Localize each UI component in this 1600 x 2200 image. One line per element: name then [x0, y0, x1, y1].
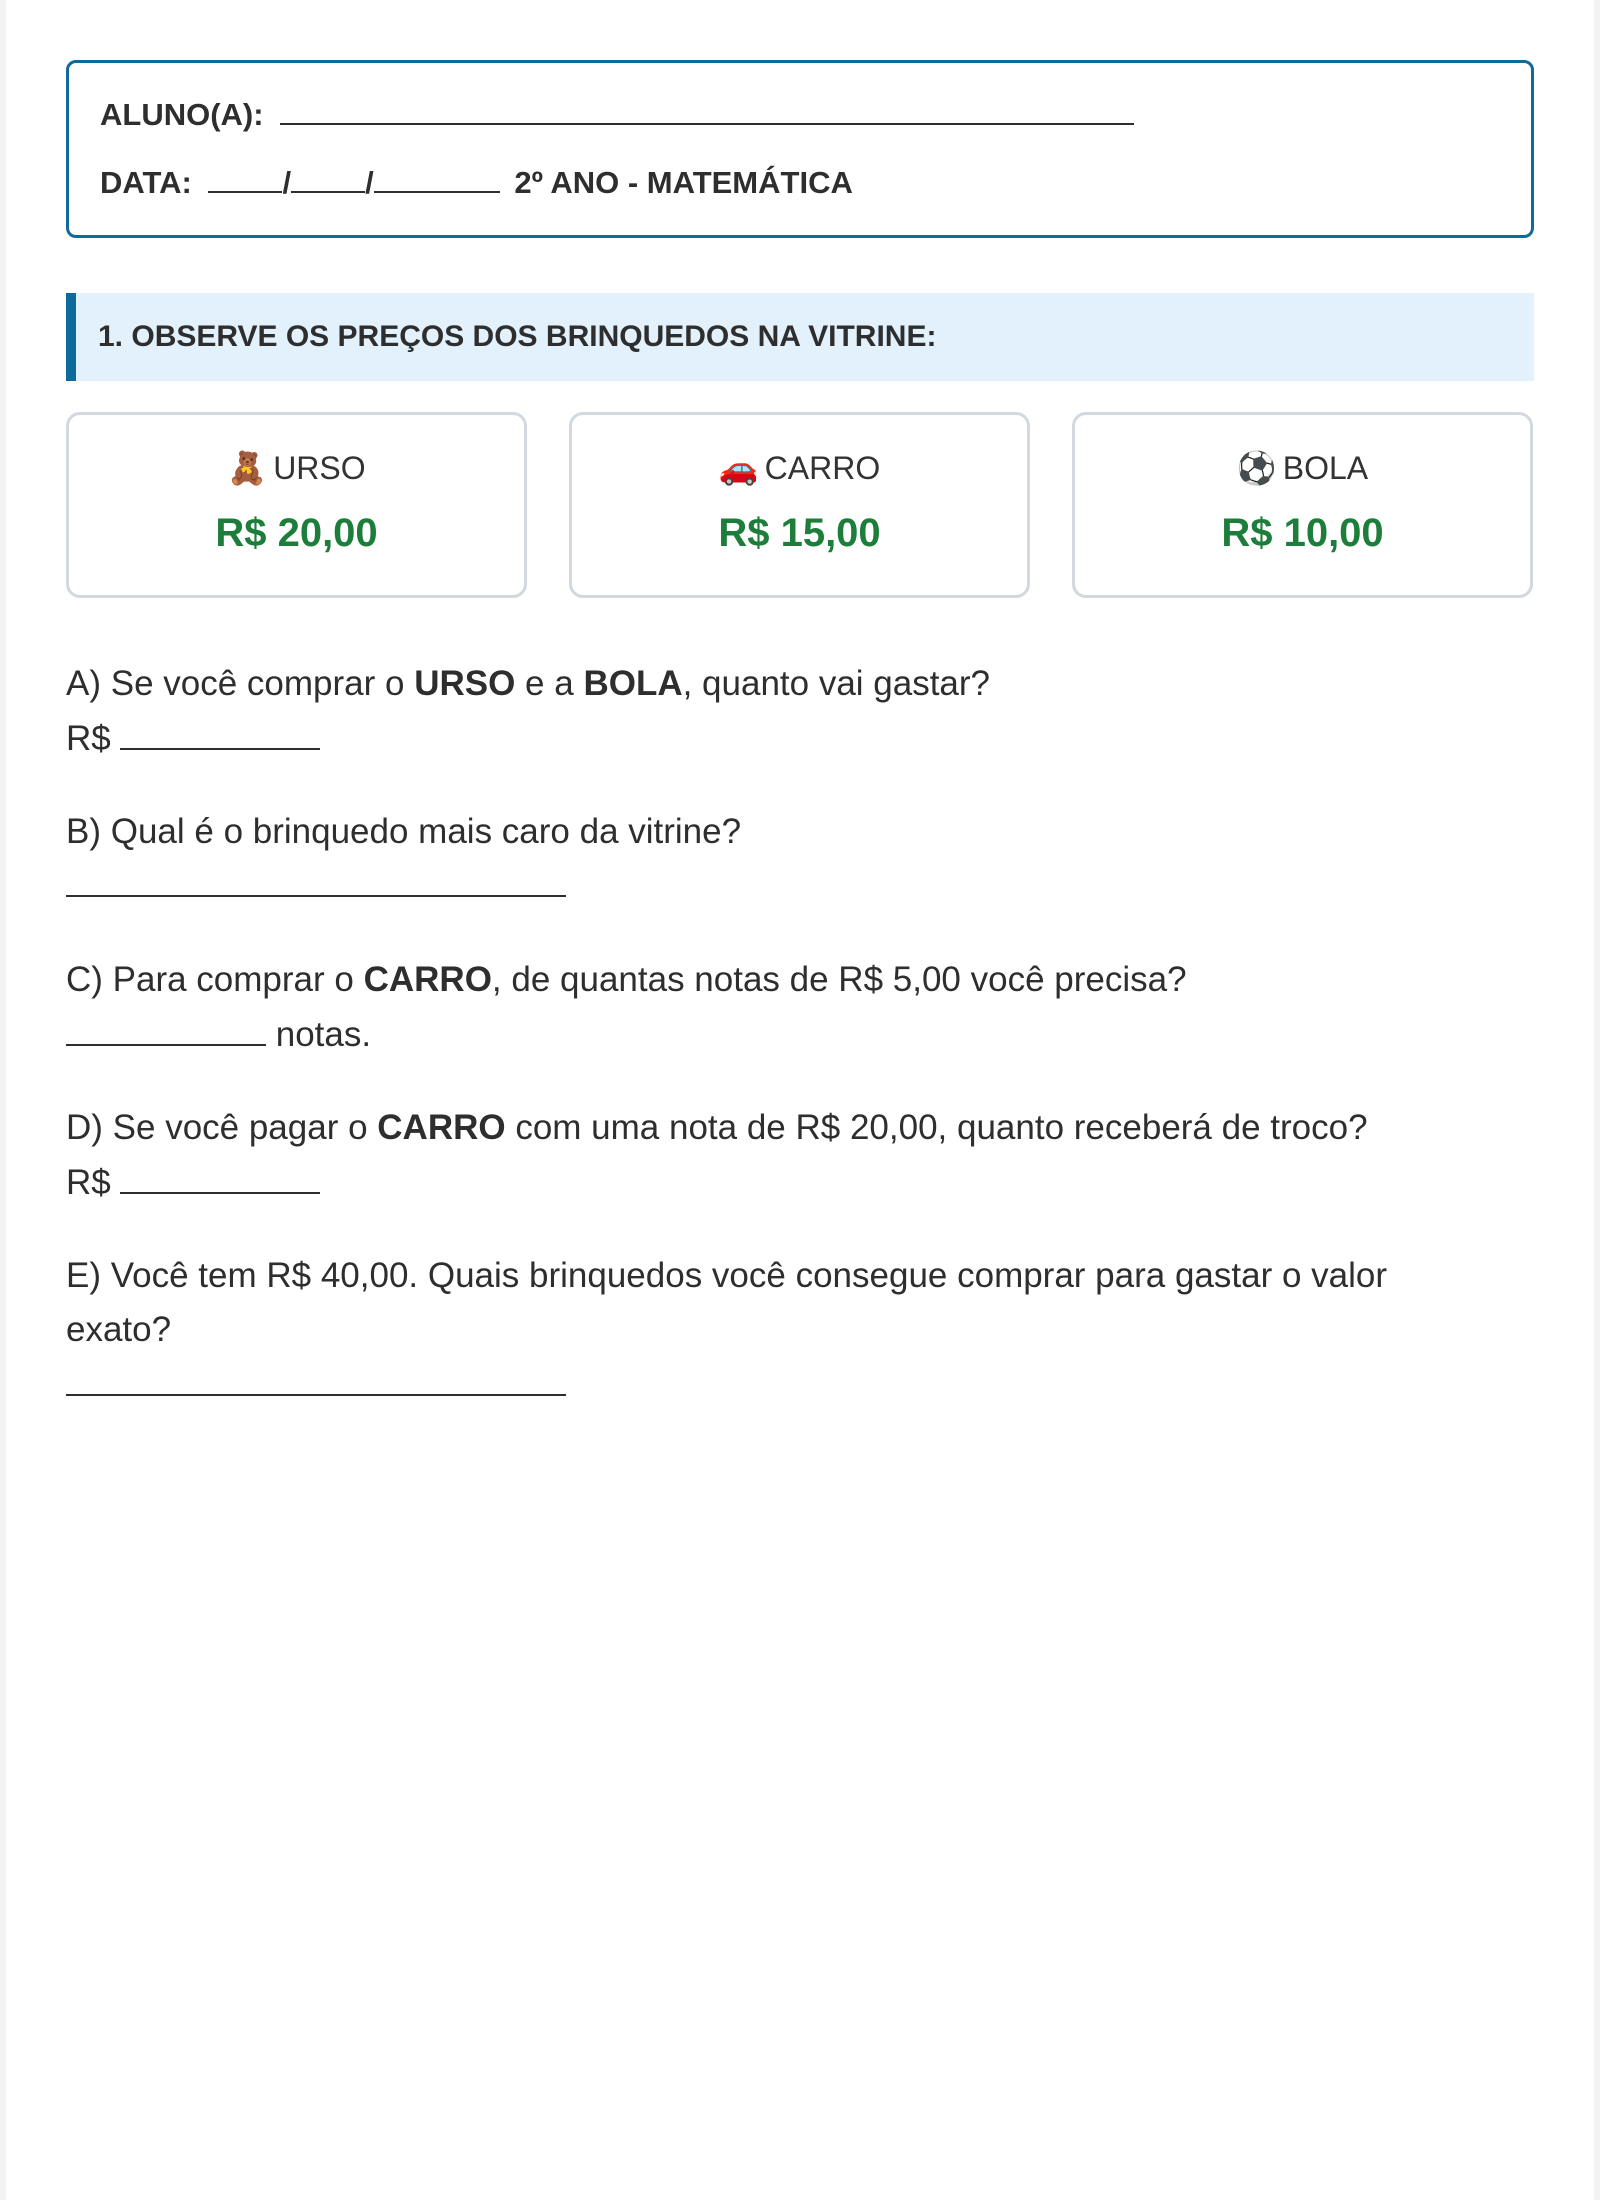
answer-e-blank[interactable] [66, 1394, 566, 1396]
date-separator: / [365, 165, 374, 200]
answer-d [66, 1162, 320, 1203]
toy-price: R$ 20,00 [215, 511, 378, 555]
date-year-blank[interactable] [374, 165, 500, 193]
question-b: B) Qual é o brinquedo mais caro da vitrine? [66, 812, 742, 851]
date-month-blank[interactable] [291, 165, 365, 193]
toy-name: CARRO [764, 450, 881, 486]
question-d: D) Se você pagar o CARRO com uma nota de R$ 20,00, quanto receberá de troco? [66, 1108, 1368, 1147]
student-name-label: ALUNO(A): [100, 97, 264, 132]
toy-card-bola [1072, 412, 1533, 598]
grade-subject: 2º ANO - MATEMÁTICA [514, 165, 853, 200]
currency-prefix: R$ [66, 1163, 111, 1202]
answer-d-blank[interactable] [120, 1162, 320, 1194]
toy-card-carro [569, 412, 1030, 598]
student-name-row [100, 97, 1134, 133]
question-a: A) Se você comprar o URSO e a BOLA, quanto vai gastar? [66, 664, 991, 703]
teddy-bear-icon: 🧸 [227, 450, 268, 486]
car-icon: 🚗 [718, 450, 759, 486]
question-e: E) Você tem R$ 40,00. Quais brinquedos você consegue comprar para gastar o valor exato? [66, 1256, 1388, 1349]
answer-b-blank[interactable] [66, 895, 566, 897]
question-c: C) Para comprar o CARRO, de quantas notas de R$ 5,00 você precisa? [66, 960, 1187, 999]
notes-suffix: notas. [266, 1015, 372, 1054]
toy-price: R$ 15,00 [718, 511, 881, 555]
answer-c-blank[interactable] [66, 1014, 266, 1046]
date-separator: / [282, 165, 292, 200]
student-name-blank[interactable] [280, 97, 1134, 125]
student-info-box [66, 60, 1534, 238]
date-day-blank[interactable] [208, 165, 282, 193]
date-row [100, 165, 853, 201]
answer-c [66, 1014, 371, 1055]
toy-name: URSO [273, 450, 366, 486]
toy-card-urso [66, 412, 527, 598]
date-label: DATA: [100, 165, 192, 200]
answer-a [66, 718, 320, 759]
toy-name: BOLA [1282, 450, 1369, 486]
toy-price: R$ 10,00 [1221, 511, 1384, 555]
answer-a-blank[interactable] [120, 718, 320, 750]
section-title: 1. OBSERVE OS PREÇOS DOS BRINQUEDOS NA VITRINE: [66, 293, 1534, 381]
currency-prefix: R$ [66, 719, 111, 758]
soccer-ball-icon: ⚽ [1236, 450, 1277, 486]
worksheet-page [6, 0, 1594, 2200]
